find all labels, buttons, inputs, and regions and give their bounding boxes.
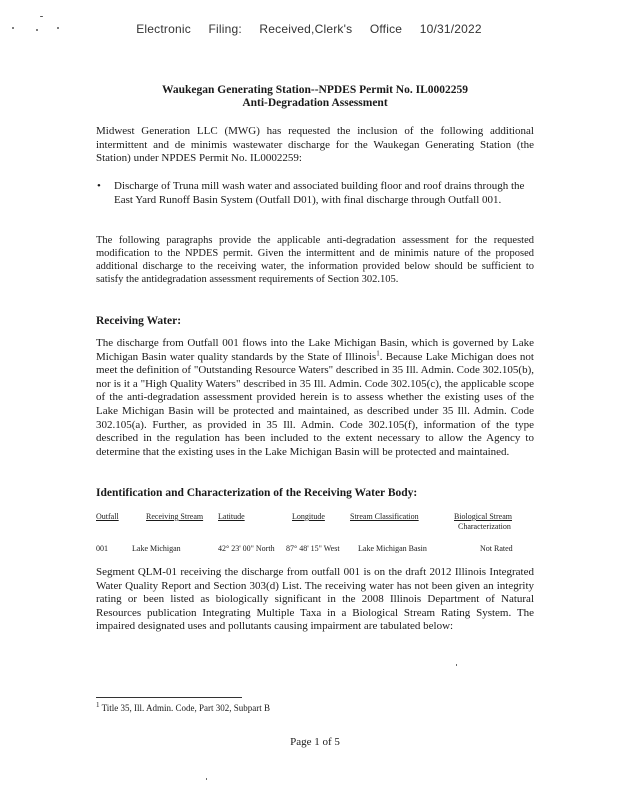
- document-title: Waukegan Generating Station--NPDES Permit No. IL0002259: [161, 84, 469, 96]
- scan-speck: [206, 778, 207, 780]
- receiving-text-part2: . Because Lake Michigan does not meet the definition of "Outstanding Resource Waters" described in 35 Ill. Admin. Code 302.105(b), nor is it a "High Quality Waters" described in 35 Ill. Admin. Code 302.105(c), the applicable scope of the anti-degradation assessment provided herein is to assess whether the existing uses of the Lake Michigan Basin will be protected and maintained, as described under 35 Ill. Admin. Code 302.105(a). Further, as provided in 35 Ill. Admin. Code 302.105(f), information of the type described in the regulation has been included to the extent necessary to allow the Agency to determine that the existing uses in the Lake Michigan Basin will be protected and maintained.: [96, 350, 534, 458]
- receiving-text-part1: The discharge from Outfall 001 flows into the Lake Michigan Basin, which is governed by Lake Michigan Basin water quality standards by the State of Illinois: [96, 337, 534, 363]
- col-longitude: Longitude: [292, 512, 325, 521]
- document-subtitle: Anti-Degradation Assessment: [242, 97, 388, 109]
- footnote-text: Title 35, Ill. Admin. Code, Part 302, Subpart B: [101, 703, 271, 713]
- segment-paragraph: Segment QLM-01 receiving the discharge from outfall 001 is on the draft 2012 Illinois Integrated Water Quality Report and Section 303(d) List. The receiving water has not been given an integrity rating or been listed as biologically significant in the 2008 Illinois Department of Natural Resources publication Integrating Multiple Taxa in a Biological Stream Rating System. The impaired designated uses and pollutants causing impairment are tabulated below:: [96, 566, 534, 633]
- receiving-water-heading: Receiving Water:: [96, 315, 182, 327]
- receiving-water-paragraph: [96, 337, 534, 459]
- scan-speck: [40, 16, 43, 17]
- scan-speck: [456, 664, 457, 666]
- col-outfall: Outfall: [96, 512, 119, 521]
- discharge-bullet: [96, 180, 534, 207]
- bullet-mark: •: [97, 180, 101, 192]
- footnote-ref: 1: [376, 348, 380, 357]
- identification-heading: Identification and Characterization of the Receiving Water Body:: [96, 487, 418, 499]
- col-latitude: Latitude: [218, 512, 245, 521]
- col-receiving-stream: Receiving Stream: [146, 512, 204, 521]
- assessment-paragraph: The following paragraphs provide the applicable anti-degradation assessment for the requested modification to the NPDES permit. Given the intermittent and de minimis nature of the proposed additional discharge to the receiving water, the information provided below should be sufficient to satisfy the antidegradation assessment requirements of Section 302.105.: [96, 235, 534, 285]
- stamp-office: Office: [369, 22, 403, 36]
- col-stream-classification: Stream Classification: [350, 512, 419, 521]
- cell-classification: Lake Michigan Basin: [358, 544, 427, 553]
- cell-longitude: 87° 48' 15" West: [286, 544, 340, 553]
- footnote-mark: 1: [96, 701, 100, 709]
- col-characterization: Characterization: [458, 522, 511, 531]
- receiving-water-table: [96, 512, 534, 557]
- cell-latitude: 42° 23' 00" North: [218, 544, 275, 553]
- stamp-electronic: Electronic: [136, 22, 191, 36]
- cell-outfall: 001: [96, 544, 108, 553]
- bullet-text: Discharge of Truna mill wash water and associated building floor and roof drains through the East Yard Runoff Basin System (Outfall D01), with final discharge through Outfall 001.: [114, 180, 525, 206]
- stamp-received: Received,Clerk's: [259, 22, 353, 36]
- stamp-date: 10/31/2022: [419, 22, 482, 36]
- cell-receiving-stream: Lake Michigan: [132, 544, 181, 553]
- footnote-divider: [96, 697, 242, 698]
- cell-biological: Not Rated: [480, 544, 513, 553]
- filing-stamp: [0, 22, 618, 36]
- stamp-filing: Filing:: [208, 22, 242, 36]
- col-biological-stream: Biological Stream: [454, 512, 512, 521]
- intro-paragraph: Midwest Generation LLC (MWG) has requested the inclusion of the following additional intermittent and de minimis wastewater discharge for the Waukegan Generating Station (the Station) under NPDES Permit No. IL0002259:: [96, 125, 534, 165]
- page-number: Page 1 of 5: [290, 736, 340, 748]
- footnote: [96, 703, 270, 713]
